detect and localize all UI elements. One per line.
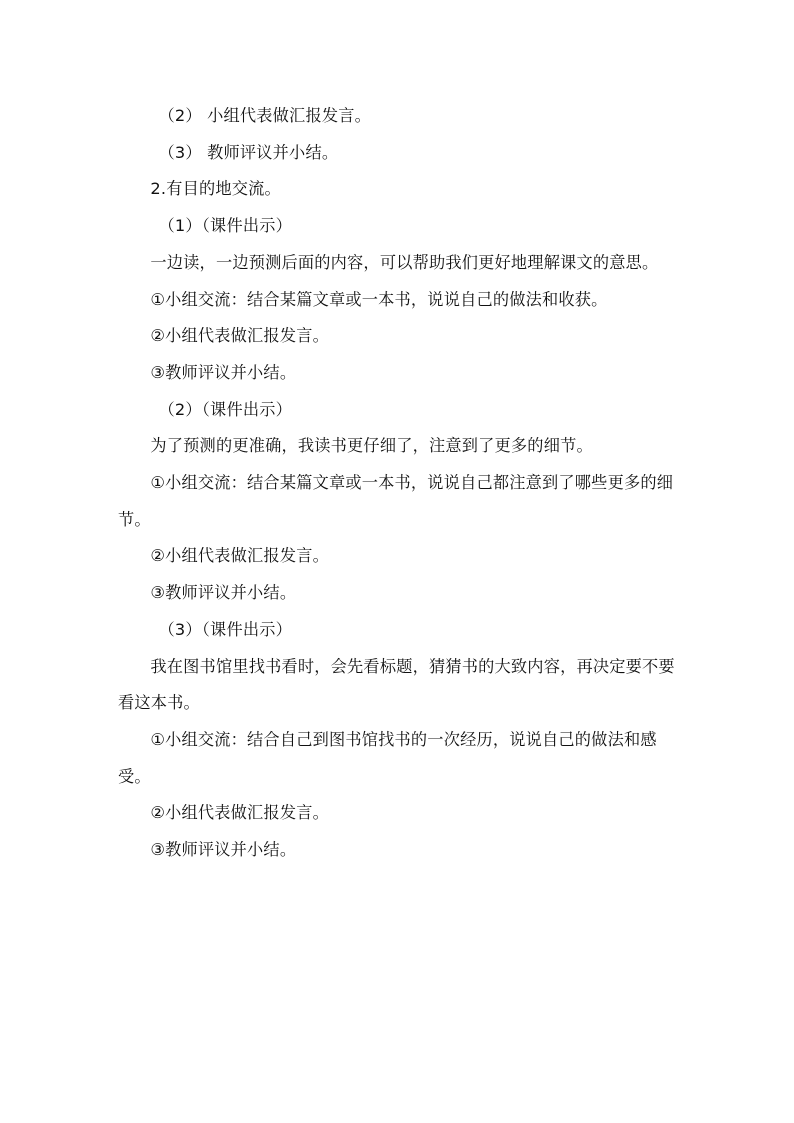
paragraph-13: ③教师评议并小结。 [150, 583, 297, 603]
paragraph-6: ①小组交流：结合某篇文章或一本书，说说自己的做法和收获。 [150, 289, 608, 309]
paragraph-11: ①小组交流：结合某篇文章或一本书，说说自己都注意到了哪些更多的细节。 [118, 473, 674, 529]
paragraph-12: ②小组代表做汇报发言。 [150, 546, 329, 566]
paragraph-9: （2）（课件出示） [158, 399, 292, 419]
paragraph-4: （1）（课件出示） [158, 216, 292, 236]
paragraph-3: 2.有目的地交流。 [150, 179, 281, 199]
paragraph-14: （3）（课件出示） [158, 619, 292, 639]
paragraph-17: ②小组代表做汇报发言。 [150, 803, 329, 823]
paragraph-16: ①小组交流：结合自己到图书馆找书的一次经历，说说自己的做法和感受。 [118, 729, 657, 786]
paragraph-1: （2） 小组代表做汇报发言。 [158, 106, 371, 125]
paragraph-8: ③教师评议并小结。 [150, 362, 297, 382]
document-body [118, 98, 678, 869]
paragraph-7: ②小组代表做汇报发言。 [150, 326, 329, 346]
paragraph-15: 我在图书馆里找书看时，会先看标题，猜猜书的大致内容，再决定要不要看这本书。 [118, 656, 675, 713]
paragraph-2: （3） 教师评议并小结。 [158, 142, 339, 162]
paragraph-5: 一边读，一边预测后面的内容，可以帮助我们更好地理解课文的意思。 [150, 252, 659, 272]
paragraph-18: ③教师评议并小结。 [150, 840, 297, 860]
paragraph-10: 为了预测的更准确，我读书更仔细了，注意到了更多的细节。 [150, 436, 593, 456]
